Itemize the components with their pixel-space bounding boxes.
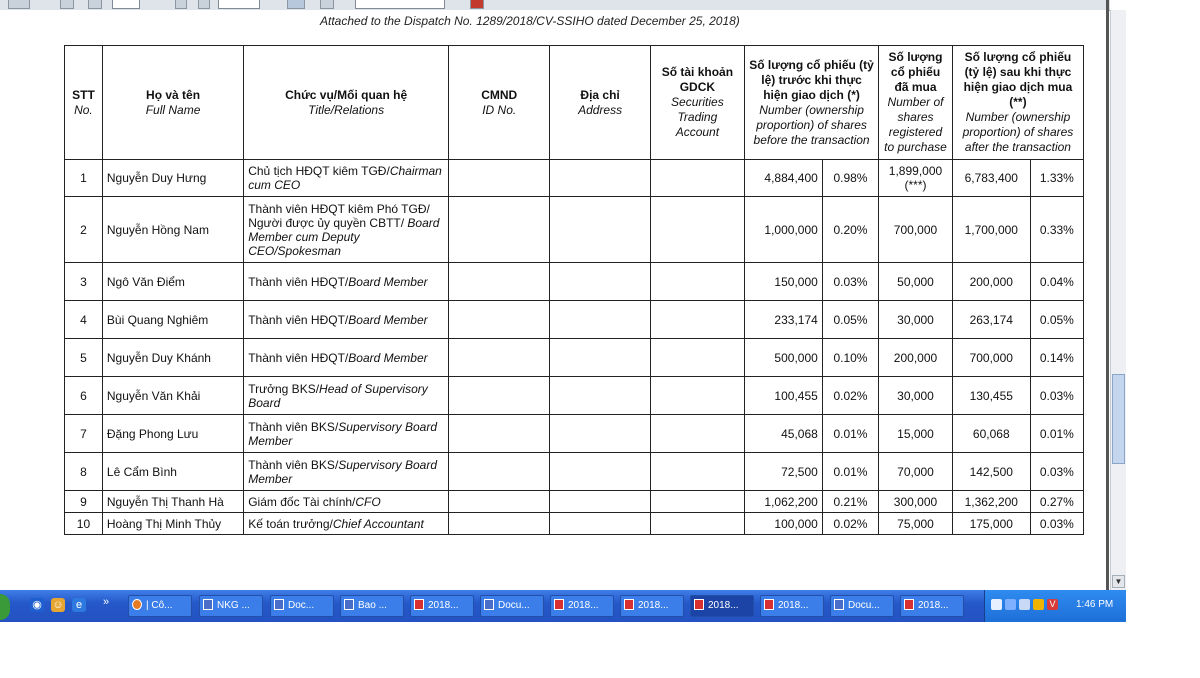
title-cell (244, 301, 449, 339)
taskbar-button-label: Bao ... (358, 600, 387, 611)
taskbar-button-label: Docu... (498, 600, 530, 611)
row-number: 7 (65, 415, 103, 453)
shares-after-cell: 6,783,400 (952, 160, 1030, 197)
id-cell (449, 301, 550, 339)
shareholding-table (64, 45, 1084, 535)
title-vn: Thành viên HĐQT/ (248, 312, 349, 327)
full-name-cell: Bùi Quang Nghiêm (102, 301, 243, 339)
pct-after-cell: 0.03% (1030, 513, 1083, 535)
start-button[interactable] (0, 594, 10, 620)
shares-purchased-cell: 30,000 (879, 301, 953, 339)
title-cell (244, 339, 449, 377)
taskbar-button[interactable] (270, 595, 334, 617)
next-page-button[interactable] (88, 0, 102, 9)
id-cell (449, 453, 550, 491)
scroll-thumb[interactable] (1112, 374, 1125, 464)
shares-purchased-cell: 200,000 (879, 339, 953, 377)
show-desktop-icon[interactable]: ◉ (30, 598, 44, 612)
taskbar-button-label: 2018... (638, 600, 669, 611)
id-cell (449, 377, 550, 415)
taskbar-button[interactable] (900, 595, 964, 617)
account-cell (650, 453, 744, 491)
shares-after-cell: 1,700,000 (952, 197, 1030, 263)
taskbar-button[interactable] (480, 595, 544, 617)
pct-after-cell: 0.04% (1030, 263, 1083, 301)
pct-before-cell: 0.03% (822, 263, 878, 301)
pdf-icon (624, 599, 634, 610)
address-cell (550, 377, 650, 415)
word-icon (203, 599, 213, 610)
zoom-in-button[interactable] (198, 0, 210, 9)
taskbar-button-label: Doc... (288, 600, 315, 611)
shares-after-cell: 200,000 (952, 263, 1030, 301)
title-vn: Thành viên HĐQT/ (248, 350, 349, 365)
row-number: 1 (65, 160, 103, 197)
id-cell (449, 197, 550, 263)
shares-after-cell: 175,000 (952, 513, 1030, 535)
shares-after-cell: 60,068 (952, 415, 1030, 453)
title-en: Board Member (348, 312, 428, 327)
taskbar-overflow-chevron-icon[interactable]: » (103, 596, 110, 608)
dispatch-caption: Attached to the Dispatch No. 1289/2018/CV-SSIHO dated December 25, 2018) (320, 14, 740, 28)
title-vn: Thành viên HĐQT kiêm Phó TGĐ/ Người được ủy quyền CBTT/ (248, 201, 430, 230)
pdf-icon (554, 599, 564, 610)
taskbar-button-label: 2018... (428, 600, 459, 611)
taskbar-button[interactable] (620, 595, 684, 617)
address-cell (550, 339, 650, 377)
header-address: Địa chỉ Address (550, 46, 650, 160)
taskbar-button[interactable] (128, 595, 192, 617)
title-en: Chairman cum CEO (248, 164, 442, 192)
id-cell (449, 160, 550, 197)
address-cell (550, 197, 650, 263)
scroll-down-arrow-icon[interactable]: ▼ (1112, 575, 1125, 588)
account-cell (650, 339, 744, 377)
full-name-cell: Đặng Phong Lưu (102, 415, 243, 453)
account-cell (650, 160, 744, 197)
fit-width-button[interactable] (320, 0, 334, 9)
pct-before-cell: 0.98% (822, 160, 878, 197)
title-en: Chief Accountant (332, 516, 424, 531)
title-vn: Thành viên BKS/ (248, 419, 339, 434)
pct-before-cell: 0.01% (822, 453, 878, 491)
clock: 1:46 PM (1076, 599, 1114, 610)
taskbar-button[interactable] (690, 595, 754, 617)
antivirus-icon[interactable] (1033, 599, 1044, 610)
taskbar-button-label: | Cô... (146, 600, 173, 611)
table-row (65, 491, 1084, 513)
address-cell (550, 415, 650, 453)
row-number: 4 (65, 301, 103, 339)
taskbar-button-label: Docu... (848, 600, 880, 611)
shares-after-cell: 142,500 (952, 453, 1030, 491)
shares-after-cell: 700,000 (952, 339, 1030, 377)
pdf-icon[interactable] (470, 0, 484, 9)
shares-after-cell: 130,455 (952, 377, 1030, 415)
account-cell (650, 263, 744, 301)
network-icon[interactable] (991, 599, 1002, 610)
pct-before-cell: 0.02% (822, 377, 878, 415)
pct-before-cell: 0.10% (822, 339, 878, 377)
address-cell (550, 513, 650, 535)
pdf-icon (414, 599, 424, 610)
table-row (65, 377, 1084, 415)
taskbar-button[interactable] (410, 595, 474, 617)
word-icon (834, 599, 844, 610)
shares-before-cell: 72,500 (744, 453, 822, 491)
pct-before-cell: 0.02% (822, 513, 878, 535)
taskbar-button[interactable] (199, 595, 263, 617)
account-cell (650, 415, 744, 453)
title-cell (244, 415, 449, 453)
title-cell (244, 513, 449, 535)
pct-before-cell: 0.01% (822, 415, 878, 453)
shares-purchased-cell: 15,000 (879, 415, 953, 453)
pct-after-cell: 0.14% (1030, 339, 1083, 377)
title-cell (244, 263, 449, 301)
word-icon (484, 599, 494, 610)
shares-before-cell: 45,068 (744, 415, 822, 453)
pdf-icon (764, 599, 774, 610)
table-row (65, 301, 1084, 339)
shares-purchased-cell: 1,899,000 (***) (879, 160, 953, 197)
title-cell (244, 453, 449, 491)
fit-page-button[interactable] (287, 0, 305, 9)
shares-before-cell: 1,000,000 (744, 197, 822, 263)
title-en: Head of Supervisory Board (248, 381, 428, 410)
taskbar-button-label: 2018... (778, 600, 809, 611)
pct-after-cell: 0.01% (1030, 415, 1083, 453)
account-cell (650, 197, 744, 263)
row-number: 5 (65, 339, 103, 377)
taskbar-button-label: NKG ... (217, 600, 250, 611)
shares-before-cell: 233,174 (744, 301, 822, 339)
account-cell (650, 491, 744, 513)
page-edge (1106, 0, 1109, 590)
messenger-icon[interactable]: ☺ (52, 599, 64, 611)
header-after: Số lượng cổ phiếu (tỷ lệ) sau khi thực hiện giao dịch mua (**) Number (ownership proportion) of shares after the transaction (952, 46, 1083, 160)
save-button[interactable] (8, 0, 30, 9)
header-purchased: Số lượng cổ phiếu đã mua Number of shares registered to purchase (879, 46, 953, 160)
pct-before-cell: 0.21% (822, 491, 878, 513)
table-row (65, 160, 1084, 197)
full-name-cell: Lê Cẩm Bình (102, 453, 243, 491)
shares-purchased-cell: 700,000 (879, 197, 953, 263)
title-en: CFO (355, 494, 381, 509)
page-number-input[interactable] (112, 0, 140, 9)
row-number: 10 (65, 513, 103, 535)
shares-after-cell: 1,362,200 (952, 491, 1030, 513)
zoom-out-button[interactable] (175, 0, 187, 9)
address-cell (550, 263, 650, 301)
shares-purchased-cell: 300,000 (879, 491, 953, 513)
printer-icon[interactable] (1019, 599, 1030, 610)
row-number: 3 (65, 263, 103, 301)
title-vn: Kế toán trưởng/ (248, 516, 333, 531)
pct-after-cell: 0.27% (1030, 491, 1083, 513)
firefox-icon (132, 599, 142, 610)
taskbar-button-label: 2018... (708, 600, 739, 611)
full-name-cell: Nguyễn Thị Thanh Hà (102, 491, 243, 513)
windows-taskbar (0, 590, 1126, 622)
taskbar-button-label: 2018... (568, 600, 599, 611)
title-en: Supervisory Board Member (248, 457, 437, 486)
shares-purchased-cell: 75,000 (879, 513, 953, 535)
shares-purchased-cell: 30,000 (879, 377, 953, 415)
account-cell (650, 301, 744, 339)
table-header-row (65, 46, 1084, 160)
system-tray (984, 590, 1126, 622)
table-body (65, 160, 1084, 535)
title-vn: Thành viên HĐQT/ (248, 274, 349, 289)
header-id: CMND ID No. (449, 46, 550, 160)
shares-before-cell: 1,062,200 (744, 491, 822, 513)
pct-after-cell: 0.05% (1030, 301, 1083, 339)
table-row (65, 197, 1084, 263)
title-en: Board Member (348, 274, 428, 289)
taskbar-button[interactable] (760, 595, 824, 617)
title-vn: Giám đốc Tài chính/ (248, 494, 356, 509)
word-icon (344, 599, 354, 610)
id-cell (449, 415, 550, 453)
pdf-icon (694, 599, 704, 610)
shares-before-cell: 100,455 (744, 377, 822, 415)
table-row (65, 339, 1084, 377)
address-cell (550, 160, 650, 197)
account-cell (650, 513, 744, 535)
vietkey-icon[interactable]: V (1047, 599, 1058, 610)
pct-after-cell: 1.33% (1030, 160, 1083, 197)
header-before: Số lượng cổ phiếu (tỷ lệ) trước khi thực hiện giao dịch (*) Number (ownership proportion) of shares before the transaction (744, 46, 878, 160)
header-title: Chức vụ/Mối quan hệ Title/Relations (244, 46, 449, 160)
taskbar-button[interactable] (340, 595, 404, 617)
title-vn: Chủ tịch HĐQT kiêm TGĐ/ (248, 164, 390, 178)
document-page (0, 10, 1108, 590)
row-number: 9 (65, 491, 103, 513)
address-cell (550, 301, 650, 339)
vertical-scrollbar[interactable] (1110, 10, 1126, 590)
row-number: 8 (65, 453, 103, 491)
display-icon[interactable] (1005, 599, 1016, 610)
full-name-cell: Nguyễn Duy Hưng (102, 160, 243, 197)
title-cell (244, 197, 449, 263)
table-row (65, 513, 1084, 535)
shares-purchased-cell: 70,000 (879, 453, 953, 491)
taskbar-button[interactable] (830, 595, 894, 617)
shares-before-cell: 4,884,400 (744, 160, 822, 197)
pct-before-cell: 0.05% (822, 301, 878, 339)
row-number: 6 (65, 377, 103, 415)
full-name-cell: Nguyễn Văn Khải (102, 377, 243, 415)
shares-purchased-cell: 50,000 (879, 263, 953, 301)
title-cell (244, 377, 449, 415)
pdf-icon (904, 599, 914, 610)
shares-before-cell: 100,000 (744, 513, 822, 535)
find-input[interactable] (355, 0, 445, 9)
title-cell (244, 491, 449, 513)
shares-before-cell: 150,000 (744, 263, 822, 301)
full-name-cell: Nguyễn Hồng Nam (102, 197, 243, 263)
title-en: Board Member (348, 350, 428, 365)
full-name-cell: Nguyễn Duy Khánh (102, 339, 243, 377)
title-cell (244, 160, 449, 197)
pct-before-cell: 0.20% (822, 197, 878, 263)
word-icon (274, 599, 284, 610)
header-full-name: Họ và tên Full Name (102, 46, 243, 160)
row-number: 2 (65, 197, 103, 263)
shares-before-cell: 500,000 (744, 339, 822, 377)
zoom-level-input[interactable] (218, 0, 260, 9)
table-row (65, 415, 1084, 453)
id-cell (449, 513, 550, 535)
id-cell (449, 339, 550, 377)
table-row (65, 263, 1084, 301)
pct-after-cell: 0.03% (1030, 453, 1083, 491)
title-vn: Thành viên BKS/ (248, 457, 339, 472)
title-vn: Trưởng BKS/ (248, 381, 320, 396)
header-account: Số tài khoản GDCK Securities Trading Account (650, 46, 744, 160)
id-cell (449, 491, 550, 513)
shares-after-cell: 263,174 (952, 301, 1030, 339)
taskbar-button[interactable] (550, 595, 614, 617)
table-row (65, 453, 1084, 491)
address-cell (550, 491, 650, 513)
address-cell (550, 453, 650, 491)
prev-page-button[interactable] (60, 0, 74, 9)
title-en: Supervisory Board Member (248, 419, 437, 448)
account-cell (650, 377, 744, 415)
taskbar-button-label: 2018... (918, 600, 949, 611)
pct-after-cell: 0.33% (1030, 197, 1083, 263)
header-stt: STT No. (65, 46, 103, 160)
internet-explorer-icon[interactable]: e (72, 598, 86, 612)
title-en: Board Member cum Deputy CEO/Spokesman (248, 215, 440, 258)
pct-after-cell: 0.03% (1030, 377, 1083, 415)
id-cell (449, 263, 550, 301)
full-name-cell: Ngô Văn Điểm (102, 263, 243, 301)
full-name-cell: Hoàng Thị Minh Thủy (102, 513, 243, 535)
